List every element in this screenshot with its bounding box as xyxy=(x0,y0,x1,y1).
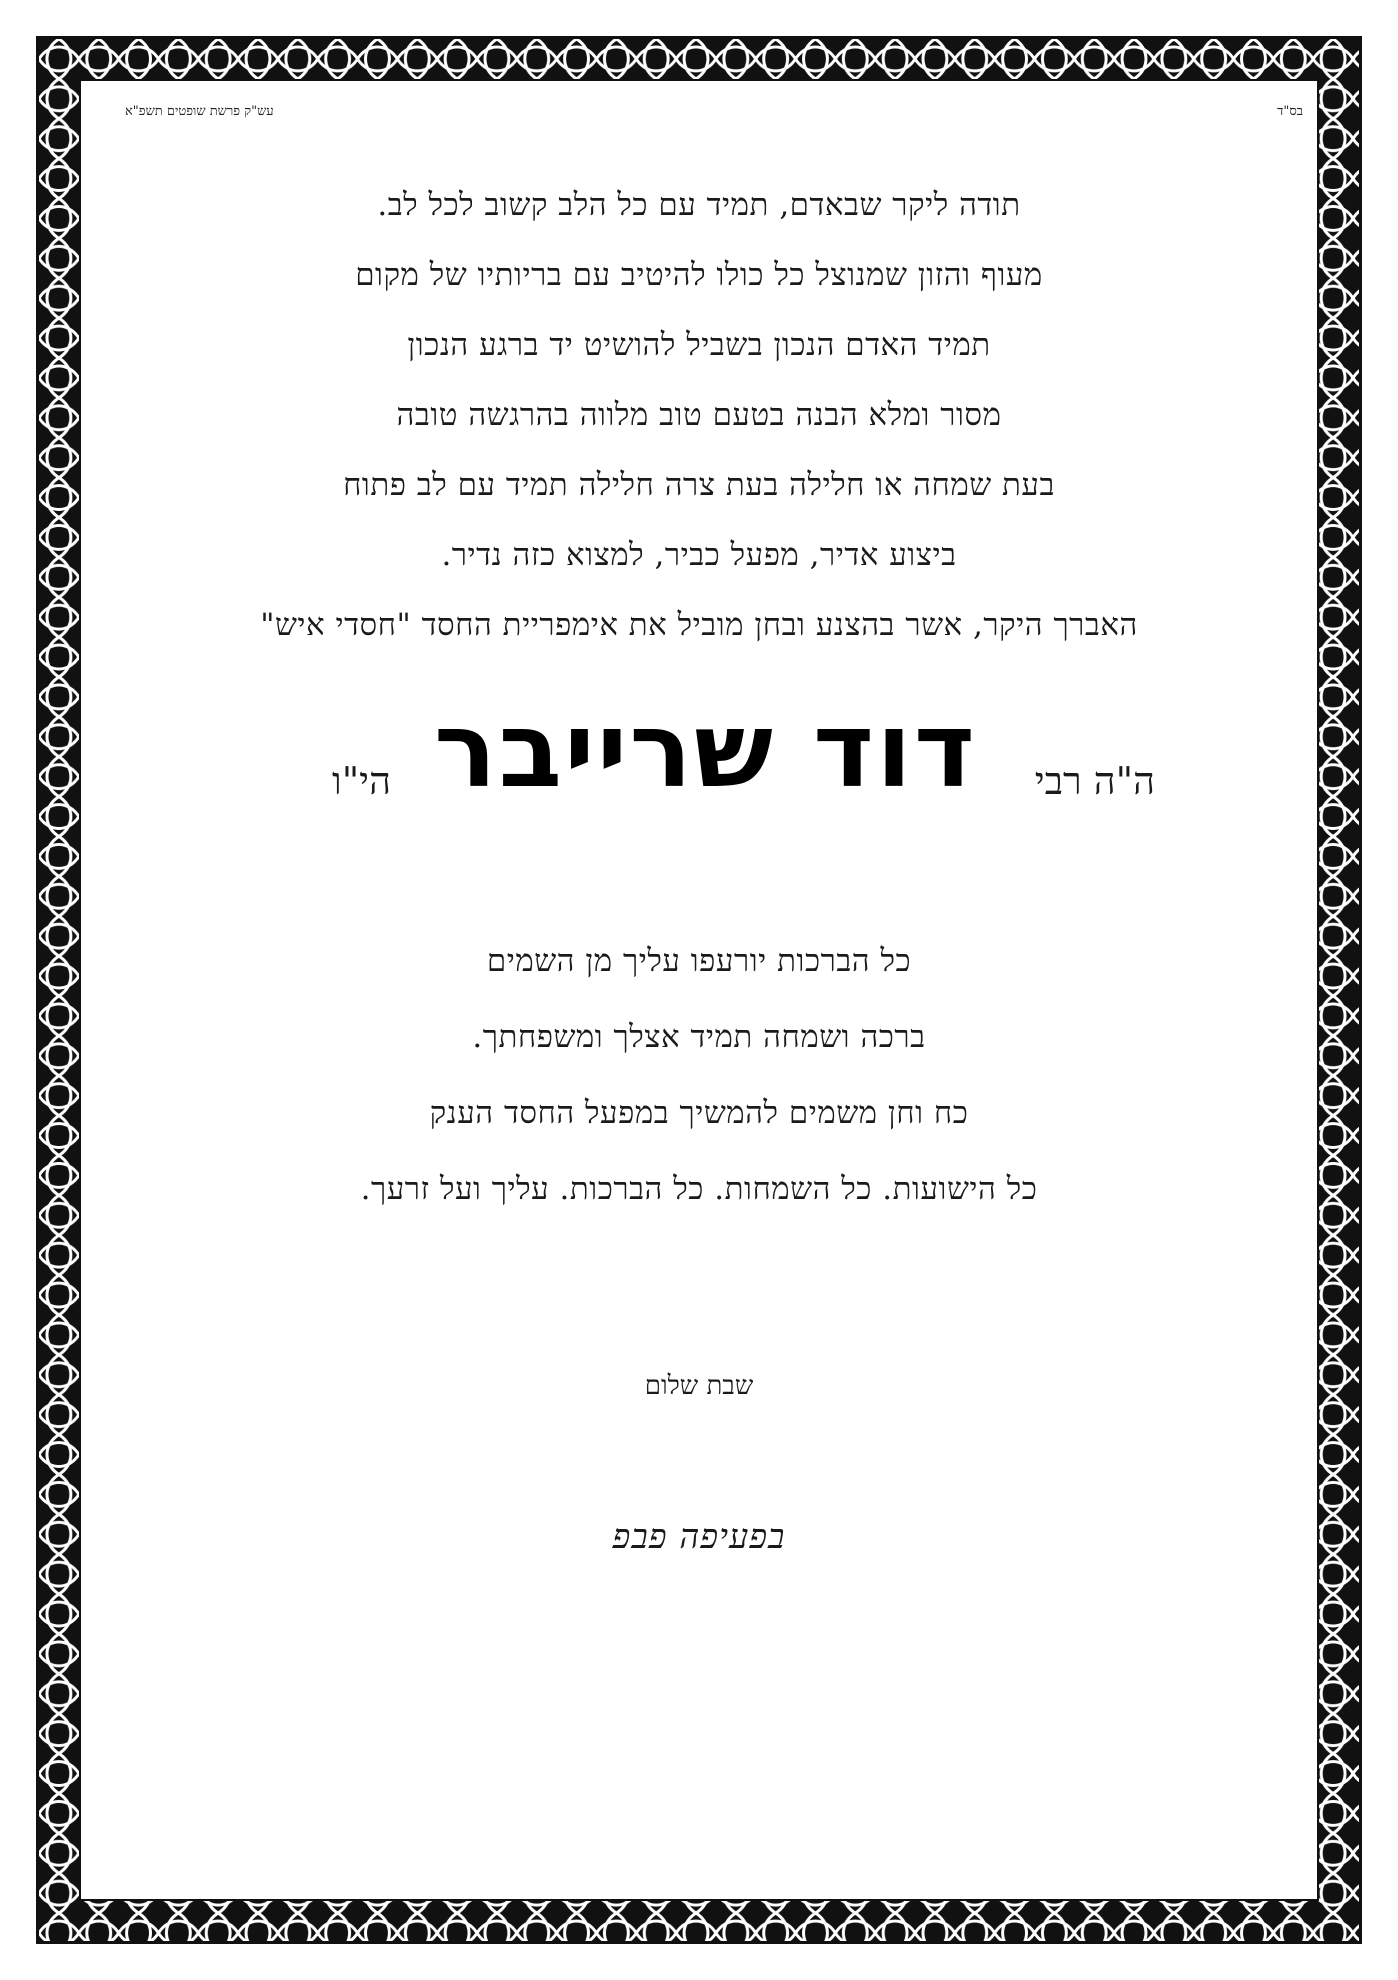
honoree-name: דוד שרייבר xyxy=(434,689,977,811)
body-line: מעוף והזון שמנוצל כל כולו להיטיב עם בריותיו של מקום xyxy=(355,257,1043,293)
body-line: האברך היקר, אשר בהצנע ובחן מוביל את אימפריית החסד "חסדי איש" xyxy=(260,607,1138,643)
blessing-line: כל הישועות. כל השמחות. כל הברכות. עליך ועל זרעך. xyxy=(360,1171,1038,1207)
honoree-line xyxy=(81,689,1317,833)
header-bsd: בס"ד xyxy=(1277,104,1303,119)
blessing-line: ברכה ושמחה תמיד אצלך ומשפחתך. xyxy=(472,1019,926,1055)
body-line: תודה ליקר שבאדם, תמיד עם כל הלב קשוב לכל לב. xyxy=(377,187,1021,223)
header-date: עש"ק פרשת שופטים תשפ"א xyxy=(125,104,274,119)
body-line: מסור ומלא הבנה בטעם טוב מלווה בהרגשה טובה xyxy=(396,397,1002,433)
honoree-suffix: הי"ו xyxy=(331,759,391,803)
blessing-line: כל הברכות יורעפו עליך מן השמים xyxy=(486,943,912,979)
body-line: בעת שמחה או חלילה בעת צרה חלילה תמיד עם לב פתוח xyxy=(343,467,1055,503)
blessing-line: כח וחן משמים להמשיך במפעל החסד הענק xyxy=(429,1095,969,1131)
honoree-prefix: ה"ה רבי xyxy=(1034,759,1155,803)
signature: בפעיפה פבפ xyxy=(612,1517,786,1557)
page-content xyxy=(79,79,1319,1901)
body-line: תמיד האדם הנכון בשביל להושיט יד ברגע הנכון xyxy=(407,327,991,363)
body-line: ביצוע אדיר, מפעל כביר, למצוא כזה נדיר. xyxy=(441,537,957,573)
closing-greeting: שבת שלום xyxy=(644,1371,754,1401)
decorative-border xyxy=(36,36,1362,1944)
